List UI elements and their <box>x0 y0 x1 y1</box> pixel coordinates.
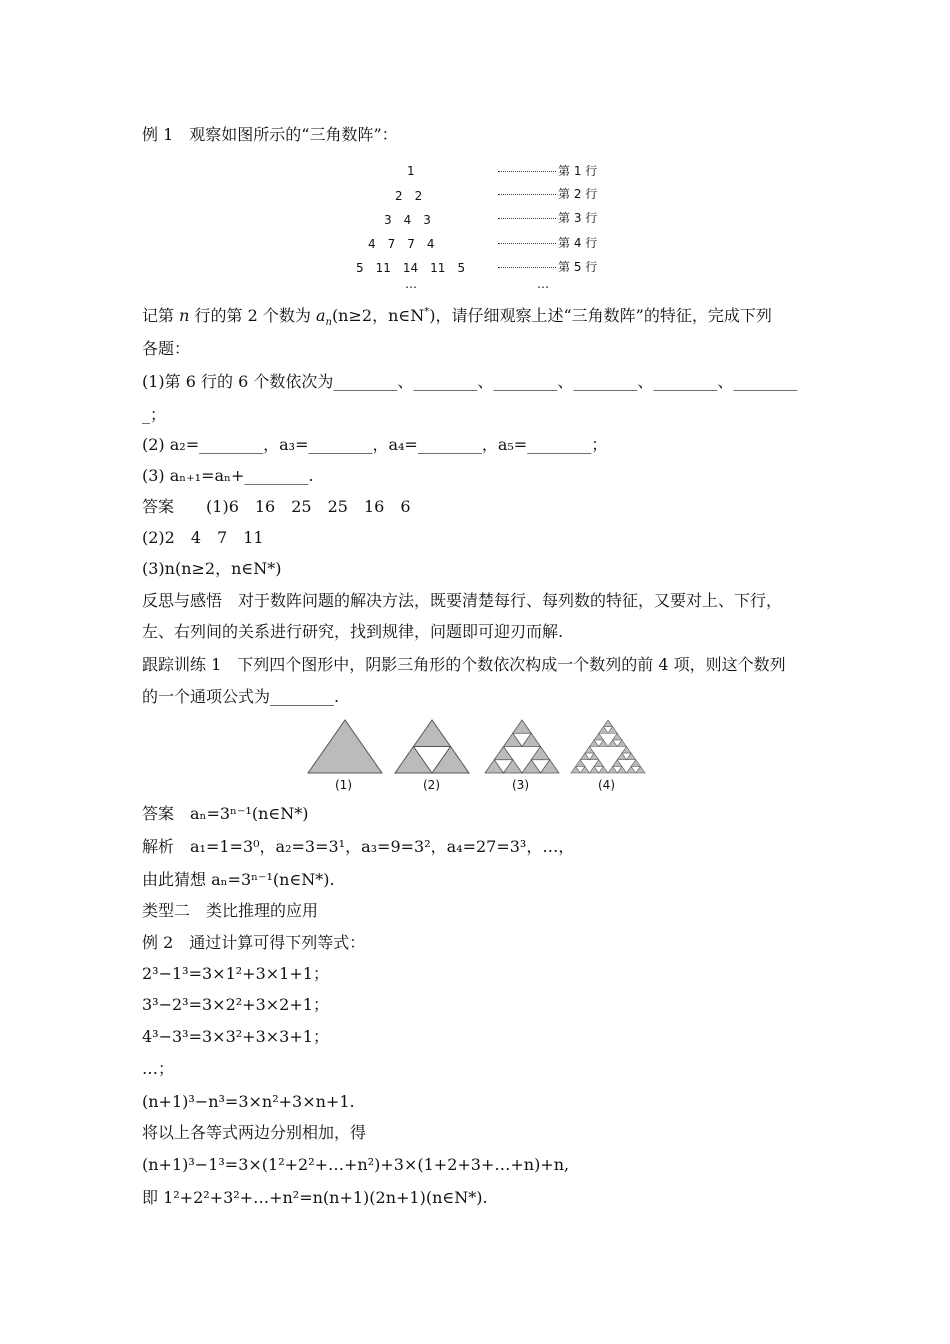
example1-description-cont: 各题： <box>142 339 191 358</box>
figure-caption-3: (3) <box>512 778 529 792</box>
type2-heading: 类型二 类比推理的应用 <box>142 901 319 920</box>
example1-description: 记第 n 行的第 2 个数为 $a_n(n\ge 2$，n∈N*)，请仔细观察上述“三角数阵”的特征，完成下列 <box>142 306 772 329</box>
question-2: (2) a₂=________，a₃=________，a₄=________，a₅=________； <box>142 435 608 454</box>
triangle-row-2: 2 2 <box>395 189 423 203</box>
figure-4 <box>571 720 645 773</box>
figure-1 <box>308 720 382 773</box>
figure-2 <box>395 720 469 773</box>
row-label-4: 第 4 行 <box>498 234 597 251</box>
equation-general: (n+1)³−n³=3×n²+3×n+1. <box>142 1092 355 1111</box>
triangle-row-3: 3 4 3 <box>384 213 431 227</box>
equation-3: 4³−3³=3×3²+3×3+1； <box>142 1027 329 1046</box>
figure-caption-1: (1) <box>335 778 352 792</box>
answer-3: (3)n(n≥2，n∈N*) <box>142 559 282 578</box>
sierpinski-figures <box>300 715 650 775</box>
figure-caption-4: (4) <box>598 778 615 792</box>
row-label-ellipsis: … <box>537 277 549 291</box>
equation-2: 3³−2³=3×2²+3×2+1； <box>142 995 329 1014</box>
example2-title: 例 2 通过计算可得下列等式： <box>142 933 366 952</box>
question-1: (1)第 6 行的 6 个数依次为________、________、________、________、________、________ <box>142 372 798 391</box>
reflection-line-1: 反思与感悟 对于数阵问题的解决方法，既要清楚每行、每列数的特征，又要对上、下行， <box>142 591 783 610</box>
sum-text: 将以上各等式两边分别相加，得 <box>142 1123 367 1142</box>
training1-line-2: 的一个通项公式为________. <box>142 687 340 706</box>
answer-label: 答案 <box>142 497 175 516</box>
example1-title: 例 1 观察如图所示的“三角数阵”： <box>142 125 398 144</box>
triangle-row-1: 1 <box>407 164 415 178</box>
equation-1: 2³−1³=3×1²+3×1+1； <box>142 964 329 983</box>
row-label-3: 第 3 行 <box>498 209 597 226</box>
figure-caption-2: (2) <box>423 778 440 792</box>
question-3: (3) aₙ₊₁=aₙ+________. <box>142 466 314 485</box>
training1-conclusion: 由此猜想 aₙ=3ⁿ⁻¹(n∈N*). <box>142 870 335 889</box>
row-label-2: 第 2 行 <box>498 185 597 202</box>
triangle-row-4: 4 7 7 4 <box>368 237 435 251</box>
question-1-cont: _； <box>142 405 167 424</box>
training1-analysis: 解析 a₁=1=3⁰，a₂=3=3¹，a₃=9=3²，a₄=27=3³，…， <box>142 837 575 856</box>
answer-1: 答案 (1)6 16 25 25 16 6 <box>142 497 411 516</box>
training1-answer: 答案 aₙ=3ⁿ⁻¹(n∈N*) <box>142 804 309 823</box>
training1-line-1: 跟踪训练 1 下列四个图形中，阴影三角形的个数依次构成一个数列的前 4 项，则这个数列 <box>142 655 786 674</box>
reflection-line-2: 左、右列间的关系进行研究，找到规律，问题即可迎刃而解. <box>142 622 564 641</box>
triangle-row-ellipsis: … <box>405 277 417 291</box>
answer-2: (2)2 4 7 11 <box>142 528 264 547</box>
triangle-row-5: 5 11 14 11 5 <box>356 261 466 275</box>
row-label-1: 第 1 行 <box>498 162 597 179</box>
row-label-5: 第 5 行 <box>498 258 597 275</box>
sum-equation: (n+1)³−1³=3×(1²+2²+…+n²)+3×(1+2+3+…+n)+n, <box>142 1155 570 1174</box>
result-equation: 即 1²+2²+3²+…+n²=n(n+1)(2n+1)(n∈N*). <box>142 1188 488 1207</box>
equation-ellipsis: …； <box>142 1059 175 1078</box>
figure-3 <box>485 720 559 773</box>
